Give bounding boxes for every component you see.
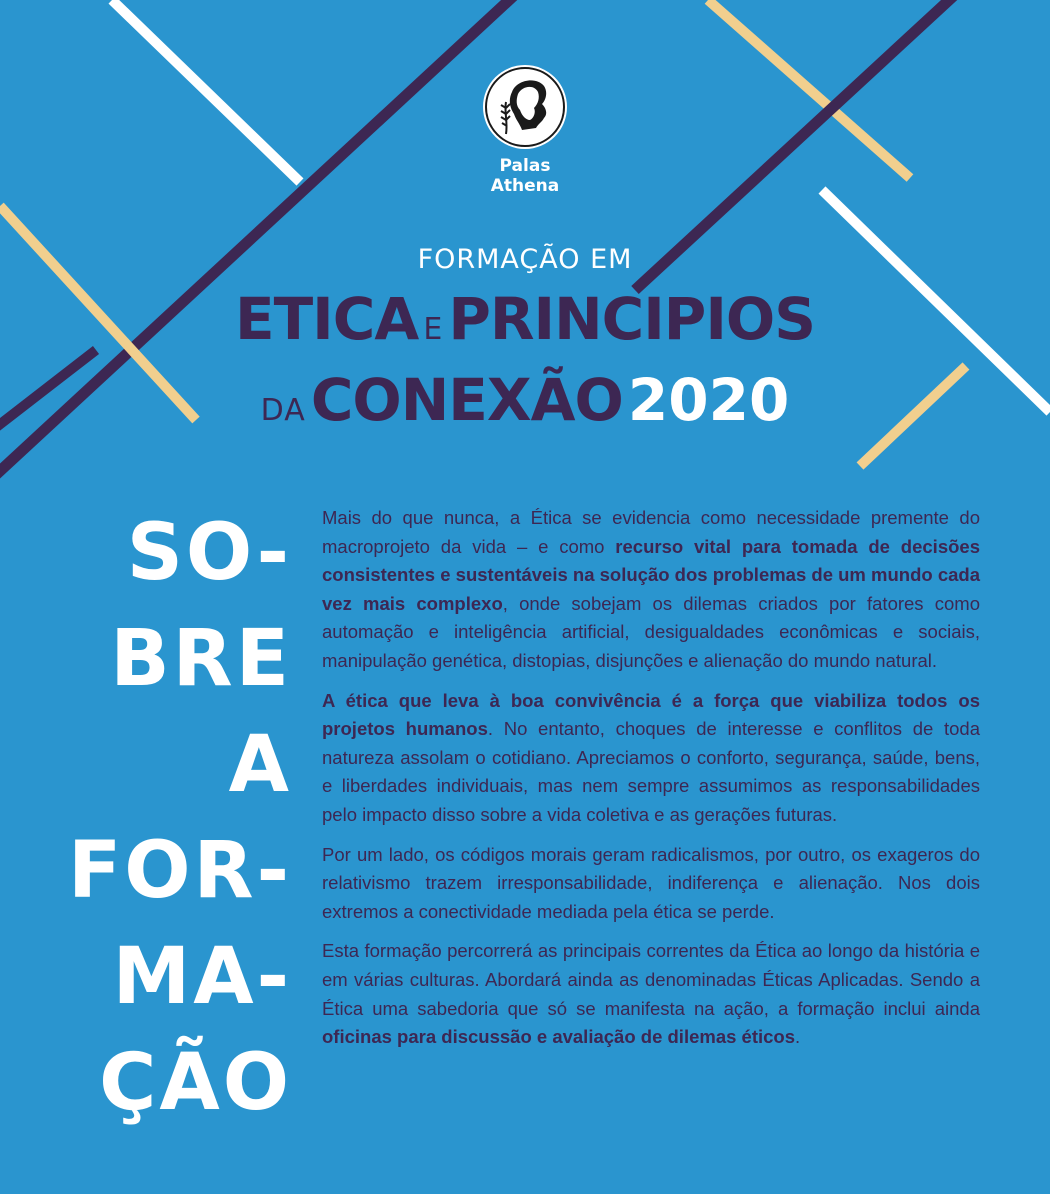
title-word-conexao: CONEXÃO [310,366,623,434]
side-title-sobre-a-formacao [30,500,292,1136]
palas-athena-logo [470,64,580,196]
text-run: Esta formação percorrerá as principais correntes da Ética ao longo da história e em várias culturas. Abordará ainda as denominadas Éticas Aplicadas. Sendo a Ética uma sabedoria que só se manifesta na ação, a formação inclui ainda [322,940,980,1019]
text-run: . [795,1026,801,1048]
text-run-bold: A ética que leva à boa convivência é a força que viabiliza todos os projetos humanos [322,689,980,740]
text-run: Por um lado, os códigos morais geram radicalismos, por outro, os exageros do relativismo trazem irresponsabilidade, indiferença e alienação. Nos dois extremos a conectividade mediada pela ética se perde. [322,843,980,922]
side-title-line: SO- [126,508,292,598]
body-paragraph [322,504,980,676]
text-run: . No entanto, choques de interesse e conflitos de toda natureza assolam o cotidiano. Apreciamos o conforto, segurança, saúde, bens, e liberdades individuais, mas nem sempre assumimos as responsabilidades pelo impacto disso sobre a vida coletiva e as gerações futuras. [322,718,980,825]
title-line-2 [0,368,1050,447]
text-run-bold: recurso vital para tomada de decisões consistentes e sustentáveis na solução dos problemas de um mundo cada vez mais complexo [322,535,980,614]
title-connector-e: E [423,312,444,347]
title-kicker: FORMAÇÃO EM [417,244,633,275]
line-white-top-left [112,0,300,182]
body-paragraph [322,687,980,830]
title-word-etica: ETICA [235,285,419,353]
text-run-bold: oficinas para discussão e avaliação de dilemas éticos [322,1026,796,1048]
side-title-line: ÇÃO [99,1038,292,1128]
text-run: , onde sobejam os dilemas criados por fatores como automação e inteligência artificial, desigualdades econômicas e sociais, manipulação genética, distopias, disjunções e alienação do mundo natural. [322,592,980,671]
brand-name: Palas Athena [490,156,560,196]
athena-emblem-icon [482,64,568,150]
text-run: Mais do que nunca, a Ética se evidencia como necessidade premente do macroprojeto da vida – e como [322,507,980,557]
side-title-line: MA- [112,932,292,1022]
title-word-principios: PRINCIPIOS [448,285,815,353]
side-title-line: BRE [110,614,292,704]
title-line-1 [0,285,1050,364]
title-connector-da: DA [260,393,306,428]
body-text [322,504,980,1063]
title-year: 2020 [627,366,790,434]
side-title-line: FOR- [67,826,292,916]
line-cream-top-right [708,0,910,178]
side-title-line: A [228,720,292,810]
body-paragraph [322,937,980,1051]
title-block [0,244,1050,447]
body-paragraph [322,841,980,927]
